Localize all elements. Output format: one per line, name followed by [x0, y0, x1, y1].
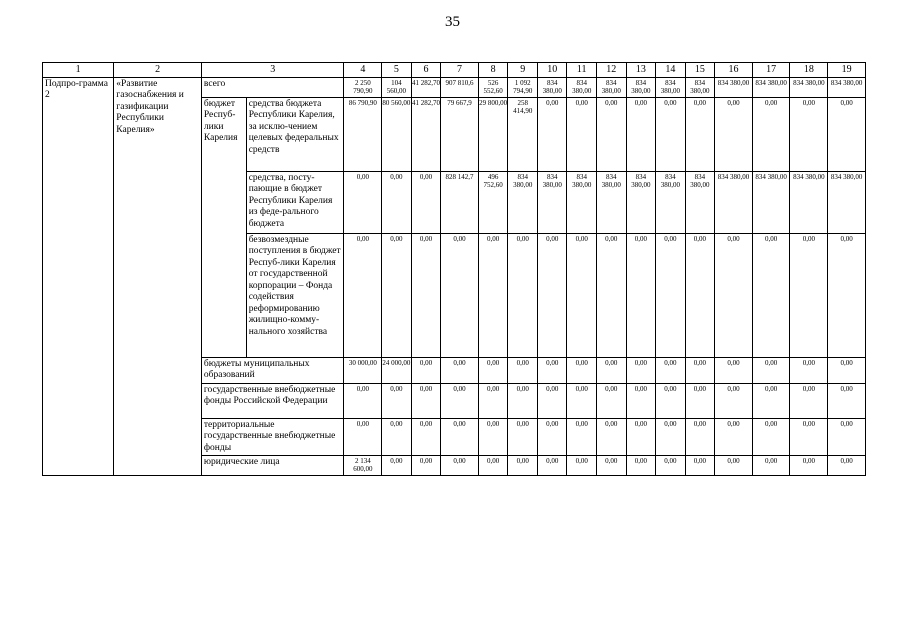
value-cell: 86 790,90: [344, 97, 382, 171]
value-cell: 0,00: [537, 456, 567, 476]
column-header: 18: [790, 63, 828, 78]
value-cell: 0,00: [382, 171, 412, 233]
value-cell: 0,00: [752, 418, 790, 456]
value-cell: 0,00: [626, 357, 656, 383]
column-header: 8: [478, 63, 508, 78]
value-cell: 834 380,00: [626, 77, 656, 97]
value-cell: 834 380,00: [790, 171, 828, 233]
value-cell: 0,00: [567, 383, 597, 418]
column-header: 7: [441, 63, 479, 78]
row-label: территориальные государственные внебюджетные фонды: [201, 418, 344, 456]
value-cell: 0,00: [344, 233, 382, 357]
value-cell: 79 667,9: [441, 97, 479, 171]
value-cell: 0,00: [685, 233, 715, 357]
row-label: юридические лица: [201, 456, 344, 476]
value-cell: 0,00: [537, 418, 567, 456]
value-cell: 828 142,7: [441, 171, 479, 233]
value-cell: 0,00: [828, 418, 866, 456]
value-cell: 0,00: [626, 233, 656, 357]
column-header: 13: [626, 63, 656, 78]
row-label: средства бюджета Республики Карелия, за исклю-чением целевых федеральных средств: [246, 97, 344, 171]
value-cell: 0,00: [567, 97, 597, 171]
value-cell: 0,00: [626, 418, 656, 456]
value-cell: 0,00: [411, 233, 441, 357]
budget-rk-label: бюджет Респуб-лики Карелия: [201, 97, 246, 357]
value-cell: 834 380,00: [537, 171, 567, 233]
budget-table: [42, 62, 866, 476]
value-cell: 0,00: [626, 97, 656, 171]
table-row: [43, 77, 866, 97]
value-cell: 0,00: [411, 456, 441, 476]
value-cell: 0,00: [508, 456, 538, 476]
value-cell: 0,00: [685, 456, 715, 476]
value-cell: 41 282,70: [411, 77, 441, 97]
column-header: 1: [43, 63, 114, 78]
value-cell: 834 380,00: [626, 171, 656, 233]
value-cell: 0,00: [685, 383, 715, 418]
column-header: 15: [685, 63, 715, 78]
value-cell: 834 380,00: [828, 171, 866, 233]
value-cell: 0,00: [382, 456, 412, 476]
value-cell: 0,00: [685, 357, 715, 383]
value-cell: 0,00: [656, 383, 686, 418]
value-cell: 834 380,00: [685, 77, 715, 97]
value-cell: 0,00: [626, 383, 656, 418]
value-cell: 834 380,00: [567, 77, 597, 97]
value-cell: 496 752,60: [478, 171, 508, 233]
value-cell: 0,00: [656, 97, 686, 171]
column-header: 16: [715, 63, 753, 78]
value-cell: 834 380,00: [685, 171, 715, 233]
value-cell: 0,00: [828, 97, 866, 171]
value-cell: 834 380,00: [656, 171, 686, 233]
value-cell: 41 282,70: [411, 97, 441, 171]
value-cell: 0,00: [597, 97, 627, 171]
value-cell: 0,00: [508, 357, 538, 383]
value-cell: 0,00: [790, 456, 828, 476]
value-cell: 258 414,90: [508, 97, 538, 171]
value-cell: 0,00: [411, 418, 441, 456]
value-cell: 0,00: [478, 357, 508, 383]
value-cell: 0,00: [626, 456, 656, 476]
value-cell: 0,00: [537, 383, 567, 418]
value-cell: 0,00: [382, 233, 412, 357]
value-cell: 0,00: [752, 456, 790, 476]
value-cell: 0,00: [715, 357, 753, 383]
value-cell: 80 560,00: [382, 97, 412, 171]
value-cell: 834 380,00: [752, 171, 790, 233]
column-header: 9: [508, 63, 538, 78]
column-header: 11: [567, 63, 597, 78]
value-cell: 834 380,00: [715, 77, 753, 97]
value-cell: 30 000,00: [344, 357, 382, 383]
value-cell: 0,00: [441, 456, 479, 476]
subprogram-code: Подпро-грамма 2: [43, 77, 114, 476]
value-cell: 0,00: [790, 418, 828, 456]
value-cell: 0,00: [537, 357, 567, 383]
value-cell: 0,00: [597, 357, 627, 383]
value-cell: 29 800,00: [478, 97, 508, 171]
value-cell: 0,00: [715, 456, 753, 476]
value-cell: 0,00: [344, 171, 382, 233]
value-cell: 834 380,00: [790, 77, 828, 97]
value-cell: 834 380,00: [715, 171, 753, 233]
value-cell: 0,00: [752, 233, 790, 357]
value-cell: 0,00: [567, 418, 597, 456]
column-header: 6: [411, 63, 441, 78]
value-cell: 0,00: [478, 456, 508, 476]
value-cell: 0,00: [790, 383, 828, 418]
value-cell: 0,00: [537, 97, 567, 171]
column-header: 4: [344, 63, 382, 78]
value-cell: 0,00: [790, 233, 828, 357]
value-cell: 0,00: [685, 418, 715, 456]
value-cell: 834 380,00: [752, 77, 790, 97]
value-cell: 834 380,00: [537, 77, 567, 97]
value-cell: 0,00: [752, 357, 790, 383]
row-label: безвозмездные поступления в бюджет Респуб-лики Карелия от государственной корпорации – Фонда содействия реформированию жилищно-комму-нального хозяйства: [246, 233, 344, 357]
column-header: 3: [201, 63, 344, 78]
page-number: 35: [445, 14, 460, 30]
column-header: 14: [656, 63, 686, 78]
value-cell: 1 092 794,90: [508, 77, 538, 97]
value-cell: 0,00: [790, 357, 828, 383]
value-cell: 0,00: [597, 418, 627, 456]
column-header: 12: [597, 63, 627, 78]
value-cell: 0,00: [656, 233, 686, 357]
value-cell: 0,00: [567, 456, 597, 476]
value-cell: 2 134 600,00: [344, 456, 382, 476]
subprogram-name: «Развитие газоснабжения и газификации Республики Карелия»: [114, 77, 202, 476]
column-header: 17: [752, 63, 790, 78]
value-cell: 0,00: [508, 383, 538, 418]
value-cell: 0,00: [411, 357, 441, 383]
value-cell: 2 250 790,90: [344, 77, 382, 97]
value-cell: 0,00: [344, 418, 382, 456]
value-cell: 0,00: [828, 357, 866, 383]
value-cell: 0,00: [715, 383, 753, 418]
value-cell: 0,00: [828, 383, 866, 418]
header-row: [43, 63, 866, 78]
value-cell: 0,00: [508, 418, 538, 456]
value-cell: 0,00: [567, 233, 597, 357]
value-cell: 0,00: [685, 97, 715, 171]
value-cell: 0,00: [828, 233, 866, 357]
value-cell: 0,00: [597, 456, 627, 476]
row-label: государственные внебюджетные фонды Российской Федерации: [201, 383, 344, 418]
value-cell: 0,00: [752, 97, 790, 171]
value-cell: 0,00: [828, 456, 866, 476]
value-cell: 104 560,00: [382, 77, 412, 97]
row-label: средства, посту-пающие в бюджет Республики Карелия из феде-рального бюджета: [246, 171, 344, 233]
value-cell: 0,00: [478, 383, 508, 418]
value-cell: 0,00: [411, 383, 441, 418]
value-cell: 0,00: [441, 357, 479, 383]
value-cell: 834 380,00: [567, 171, 597, 233]
value-cell: 0,00: [382, 383, 412, 418]
value-cell: 0,00: [567, 357, 597, 383]
value-cell: 907 810,6: [441, 77, 479, 97]
value-cell: 0,00: [411, 171, 441, 233]
value-cell: 0,00: [441, 418, 479, 456]
column-header: 5: [382, 63, 412, 78]
value-cell: 834 380,00: [508, 171, 538, 233]
value-cell: 0,00: [441, 383, 479, 418]
value-cell: 0,00: [752, 383, 790, 418]
value-cell: 0,00: [656, 418, 686, 456]
value-cell: 0,00: [715, 233, 753, 357]
value-cell: 24 000,00: [382, 357, 412, 383]
row-label: бюджеты муниципальных образований: [201, 357, 344, 383]
value-cell: 834 380,00: [597, 171, 627, 233]
value-cell: 0,00: [478, 233, 508, 357]
value-cell: 834 380,00: [828, 77, 866, 97]
value-cell: 0,00: [508, 233, 538, 357]
column-header: 2: [114, 63, 202, 78]
value-cell: 0,00: [790, 97, 828, 171]
value-cell: 0,00: [441, 233, 479, 357]
column-header: 10: [537, 63, 567, 78]
column-header: 19: [828, 63, 866, 78]
value-cell: 0,00: [382, 418, 412, 456]
value-cell: 0,00: [344, 383, 382, 418]
value-cell: 0,00: [715, 97, 753, 171]
value-cell: 0,00: [715, 418, 753, 456]
value-cell: 526 552,60: [478, 77, 508, 97]
value-cell: 0,00: [597, 233, 627, 357]
value-cell: 0,00: [656, 357, 686, 383]
value-cell: 0,00: [537, 233, 567, 357]
value-cell: 834 380,00: [597, 77, 627, 97]
value-cell: 834 380,00: [656, 77, 686, 97]
value-cell: 0,00: [478, 418, 508, 456]
value-cell: 0,00: [597, 383, 627, 418]
row-label: всего: [201, 77, 344, 97]
value-cell: 0,00: [656, 456, 686, 476]
